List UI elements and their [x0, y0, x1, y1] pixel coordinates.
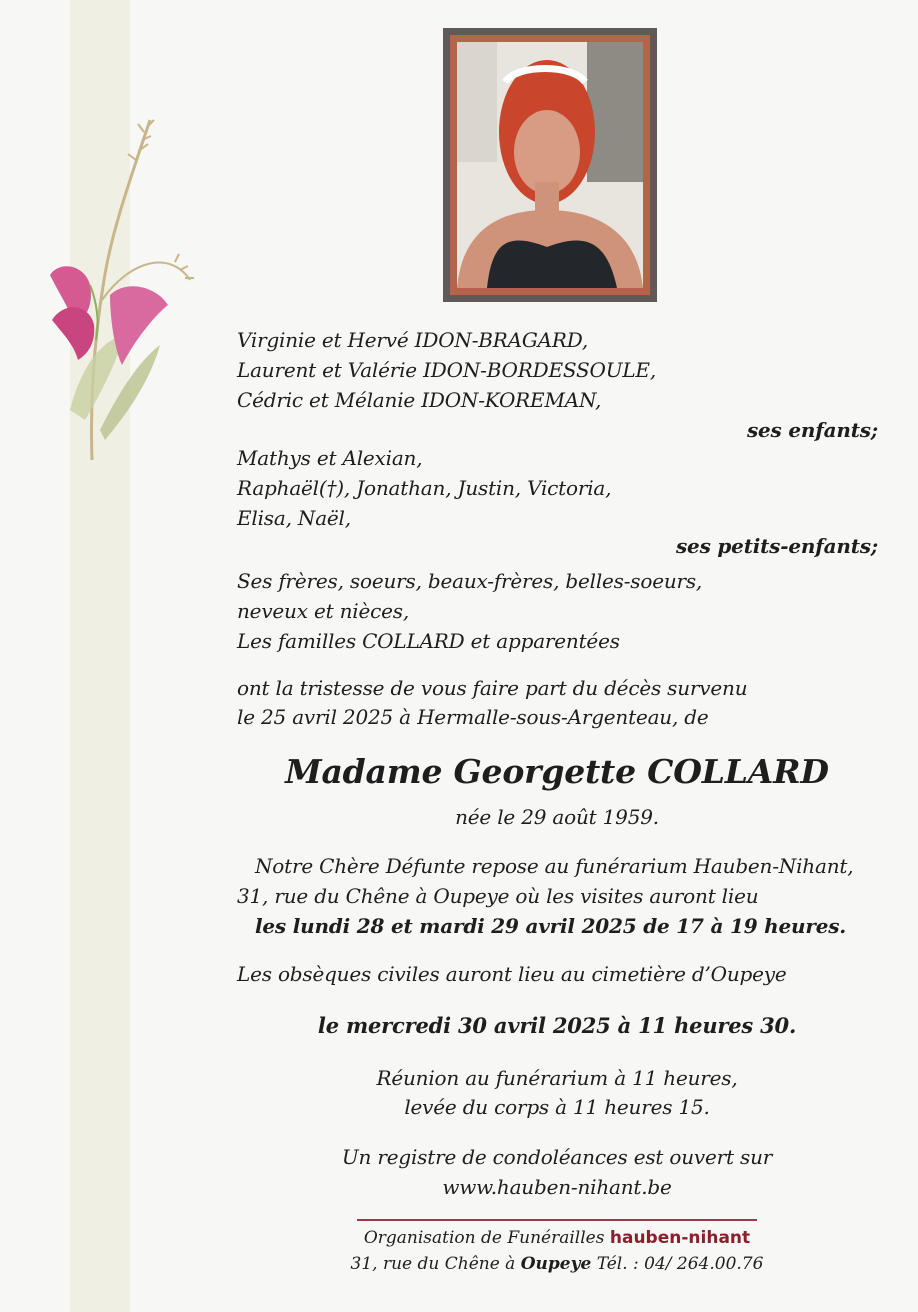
birth-date: née le 29 août 1959. — [455, 805, 659, 829]
brand-logo-text: hauben-nihant — [609, 1228, 751, 1248]
visitation-line-2: 31, rue du Chêne à Oupeye où les visites auront lieu — [237, 884, 759, 908]
child-line-2: Laurent et Valérie IDON-BORDESSOULE, — [237, 358, 656, 382]
others-line-1: Ses frères, soeurs, beaux-frères, belles-soeurs, — [237, 569, 703, 593]
footer-organisation — [357, 1228, 757, 1248]
funeral-date: le mercredi 30 avril 2025 à 11 heures 30. — [317, 1013, 797, 1038]
others-line-2: neveux et nièces, — [237, 599, 409, 623]
announcement-line-1: ont la tristesse de vous faire part du décès survenu — [237, 676, 748, 700]
grandchild-line-3: Elisa, Naël, — [237, 506, 351, 530]
grandchild-line-1: Mathys et Alexian, — [237, 446, 423, 470]
footer-org-prefix: Organisation de Funérailles — [363, 1228, 605, 1248]
footer-divider — [357, 1219, 757, 1221]
visitation-line-1: Notre Chère Défunte repose au funérarium Hauben-Nihant, — [255, 854, 854, 878]
deceased-name: Madame Georgette COLLARD — [285, 752, 829, 791]
meeting-line-1: Réunion au funérarium à 11 heures, — [376, 1066, 738, 1090]
deceased-photo — [457, 42, 643, 288]
portrait-frame — [443, 28, 657, 302]
condolences-link[interactable]: www.hauben-nihant.be — [442, 1175, 672, 1199]
grandchildren-label: ses petits-enfants; — [675, 534, 878, 558]
announcement-line-2: le 25 avril 2025 à Hermalle-sous-Argenteau, de — [237, 705, 709, 729]
children-label: ses enfants; — [746, 418, 878, 442]
child-line-3: Cédric et Mélanie IDON-KOREMAN, — [237, 388, 602, 412]
others-line-3: Les familles COLLARD et apparentées — [237, 629, 620, 653]
funeral-line: Les obsèques civiles auront lieu au cimetière d’Oupeye — [237, 962, 787, 986]
calla-lily-illustration — [30, 110, 220, 470]
visitation-dates: les lundi 28 et mardi 29 avril 2025 de 17 à 19 heures. — [255, 914, 847, 938]
meeting-line-2: levée du corps à 11 heures 15. — [404, 1095, 710, 1119]
child-line-1: Virginie et Hervé IDON-BRAGARD, — [237, 328, 589, 352]
footer-phone: Tél. : 04/ 264.00.76 — [596, 1254, 764, 1274]
footer-address-prefix: 31, rue du Chêne à — [350, 1254, 516, 1274]
footer-city: Oupeye — [520, 1254, 592, 1274]
condolences-line: Un registre de condoléances est ouvert sur — [341, 1145, 773, 1169]
footer-address — [337, 1254, 777, 1274]
grandchild-line-2: Raphaël(†), Jonathan, Justin, Victoria, — [237, 476, 612, 500]
